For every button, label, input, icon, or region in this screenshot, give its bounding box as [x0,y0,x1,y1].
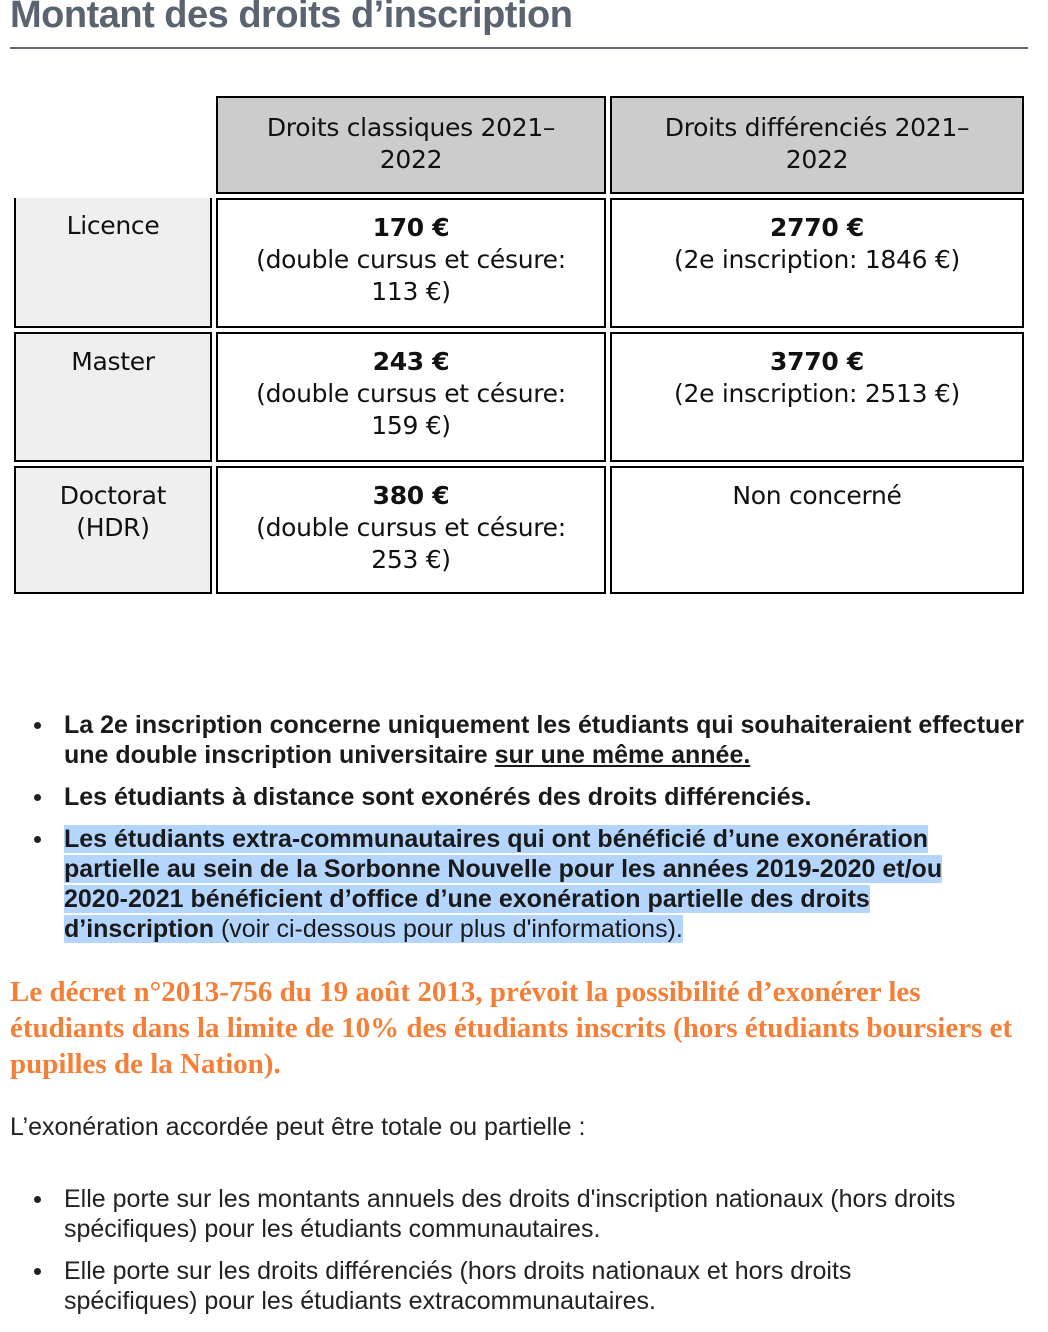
amount: 380 € [372,481,450,510]
header-text: Droits classiques 2021– [266,113,556,142]
row-label-licence [14,198,212,328]
note: (2e inscription: 2513 €) [674,379,960,408]
highlighted-text: (voir ci-dessous pour plus d'informations). [214,915,683,943]
exoneration-intro: L’exonération accordée peut être totale ou partielle : [10,1113,586,1141]
exoneration-item [0,1184,1040,1244]
row-label-master [14,332,212,462]
row-label-text: Master [71,347,155,376]
cell-doctorat-differencies [610,466,1024,594]
header-droits-classiques [216,96,606,194]
cell-master-classiques [216,332,606,462]
decree-paragraph: Le décret n°2013-756 du 19 août 2013, prévoit la possibilité d’exonérer les étudiants dans la limite de 10% des étudiants inscrits (hors étudiants boursiers et pupilles de la Nation). [10,976,1013,1080]
row-label-text: (HDR) [76,513,150,542]
note-item-second-inscription [0,710,1040,770]
header-text: Droits différenciés 2021– [664,113,970,142]
amount: 243 € [372,347,450,376]
cell-master-differencies [610,332,1024,462]
amount: 170 € [372,213,450,242]
not-applicable-text: Non concerné [732,481,902,510]
note: (double cursus et césure: [256,245,566,274]
row-label-text: Licence [66,211,160,240]
note: (double cursus et césure: [256,513,566,542]
exoneration-text: Elle porte sur les montants annuels des droits d'inscription nationaux (hors droits spécifiques) pour les étudiants communautaires. [64,1185,956,1243]
cell-licence-differencies [610,198,1024,328]
note-item-extra-communautaires [0,824,1040,944]
header-droits-differencies [610,96,1024,194]
title-divider [10,47,1028,49]
exoneration-item [0,1256,1040,1316]
cell-licence-classiques [216,198,606,328]
notes-list [0,710,1040,956]
note-text: La 2e inscription concerne uniquement les étudiants qui souhaiteraient effectuer une double inscription universitaire [64,711,1024,769]
note-item-distance [0,782,1040,812]
note: 253 €) [371,545,451,574]
note-text: Les étudiants à distance sont exonérés des droits différenciés. [64,783,812,811]
exoneration-list [0,1184,1040,1328]
exoneration-text: Elle porte sur les droits différenciés (hors droits nationaux et hors droits spécifiques) pour les étudiants extracommunautaires. [64,1257,852,1315]
underlined-text: sur une même année. [494,741,751,769]
highlighted-text: Les étudiants extra-communautaires qui ont bénéficié d’une exonération partielle au sein de la Sorbonne Nouvelle pour les années 2019-2020 et/ou 2020-2021 bénéficient d’office d’une exonération partielle des droits d’inscription [64,825,943,943]
header-text: 2022 [379,145,443,174]
note: 159 €) [371,411,451,440]
page-title: Montant des droits d’inscription [10,0,573,36]
note: (double cursus et césure: [256,379,566,408]
cell-doctorat-classiques [216,466,606,594]
amount: 3770 € [770,347,864,376]
row-label-doctorat [14,466,212,594]
note: 113 €) [371,277,451,306]
amount: 2770 € [770,213,864,242]
row-label-text: Doctorat [59,481,167,510]
note: (2e inscription: 1846 €) [674,245,960,274]
header-text: 2022 [785,145,849,174]
